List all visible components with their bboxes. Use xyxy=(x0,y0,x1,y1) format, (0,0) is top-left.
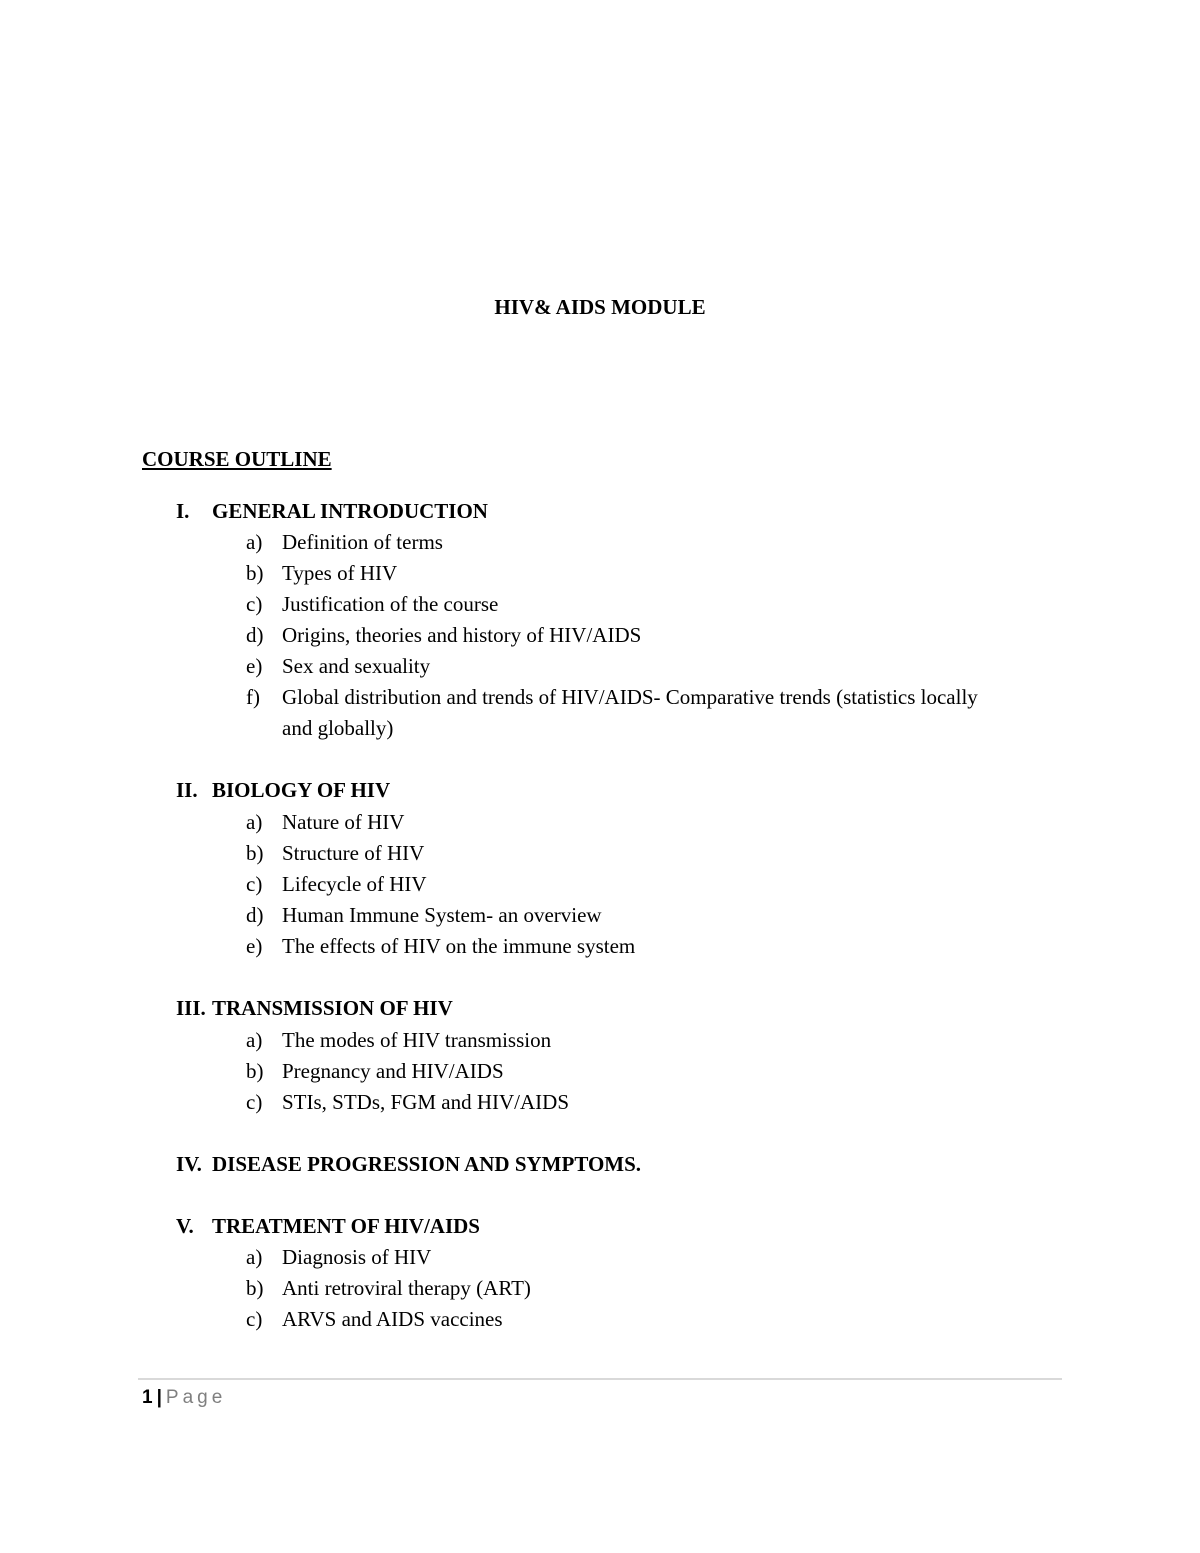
item-letter: e) xyxy=(246,934,263,958)
item-text: The effects of HIV on the immune system xyxy=(282,934,636,958)
section-title: TREATMENT OF HIV/AIDS xyxy=(212,1214,480,1238)
item-letter: b) xyxy=(246,841,264,865)
item-letter: b) xyxy=(246,1059,264,1083)
section-title: GENERAL INTRODUCTION xyxy=(212,499,488,523)
item-letter: c) xyxy=(246,1090,263,1114)
item-text: Pregnancy and HIV/AIDS xyxy=(282,1059,504,1083)
item-text: Structure of HIV xyxy=(282,841,425,865)
item-text: ARVS and AIDS vaccines xyxy=(282,1307,503,1331)
page-separator: | xyxy=(156,1387,162,1408)
item-text: STIs, STDs, FGM and HIV/AIDS xyxy=(282,1090,570,1114)
item-text: The modes of HIV transmission xyxy=(282,1028,552,1052)
item-text: Definition of terms xyxy=(282,530,443,554)
item-letter: d) xyxy=(246,903,264,927)
section-title: DISEASE PROGRESSION AND SYMPTOMS. xyxy=(212,1152,642,1176)
section-numeral: III. xyxy=(176,996,206,1020)
section-title: BIOLOGY OF HIV xyxy=(212,778,391,802)
item-text: Sex and sexuality xyxy=(282,654,431,678)
footer-divider xyxy=(138,1378,1062,1380)
section-title: TRANSMISSION OF HIV xyxy=(212,996,453,1020)
item-text: Lifecycle of HIV xyxy=(282,872,427,896)
page-number: 1 xyxy=(142,1387,153,1408)
item-letter: a) xyxy=(246,1245,263,1269)
item-letter: a) xyxy=(246,1028,263,1052)
item-letter: a) xyxy=(246,810,263,834)
item-text: Types of HIV xyxy=(282,561,398,585)
item-text: Human Immune System- an overview xyxy=(282,903,602,927)
page-label: Page xyxy=(165,1387,227,1408)
section-numeral: I. xyxy=(176,499,190,523)
section-numeral: IV. xyxy=(176,1152,202,1176)
item-letter: f) xyxy=(246,685,260,709)
item-letter: a) xyxy=(246,530,263,554)
item-letter: b) xyxy=(246,561,264,585)
item-text: Diagnosis of HIV xyxy=(282,1245,432,1269)
item-letter: b) xyxy=(246,1276,264,1300)
item-letter: c) xyxy=(246,592,263,616)
document-title: HIV& AIDS MODULE xyxy=(494,295,706,319)
item-text: Origins, theories and history of HIV/AIDS xyxy=(282,623,642,647)
item-letter: c) xyxy=(246,872,263,896)
section-numeral: II. xyxy=(176,778,198,802)
item-letter: e) xyxy=(246,654,263,678)
item-letter: c) xyxy=(246,1307,263,1331)
item-letter: d) xyxy=(246,623,264,647)
page-footer xyxy=(142,1384,226,1412)
item-text: Justification of the course xyxy=(282,592,499,616)
item-text: Nature of HIV xyxy=(282,810,405,834)
item-text: Anti retroviral therapy (ART) xyxy=(282,1276,531,1300)
item-text: Global distribution and trends of HIV/AIDS- Comparative trends (statistics locally and globally) xyxy=(282,685,978,740)
section-numeral: V. xyxy=(176,1214,194,1238)
course-outline-heading: COURSE OUTLINE xyxy=(142,447,332,471)
